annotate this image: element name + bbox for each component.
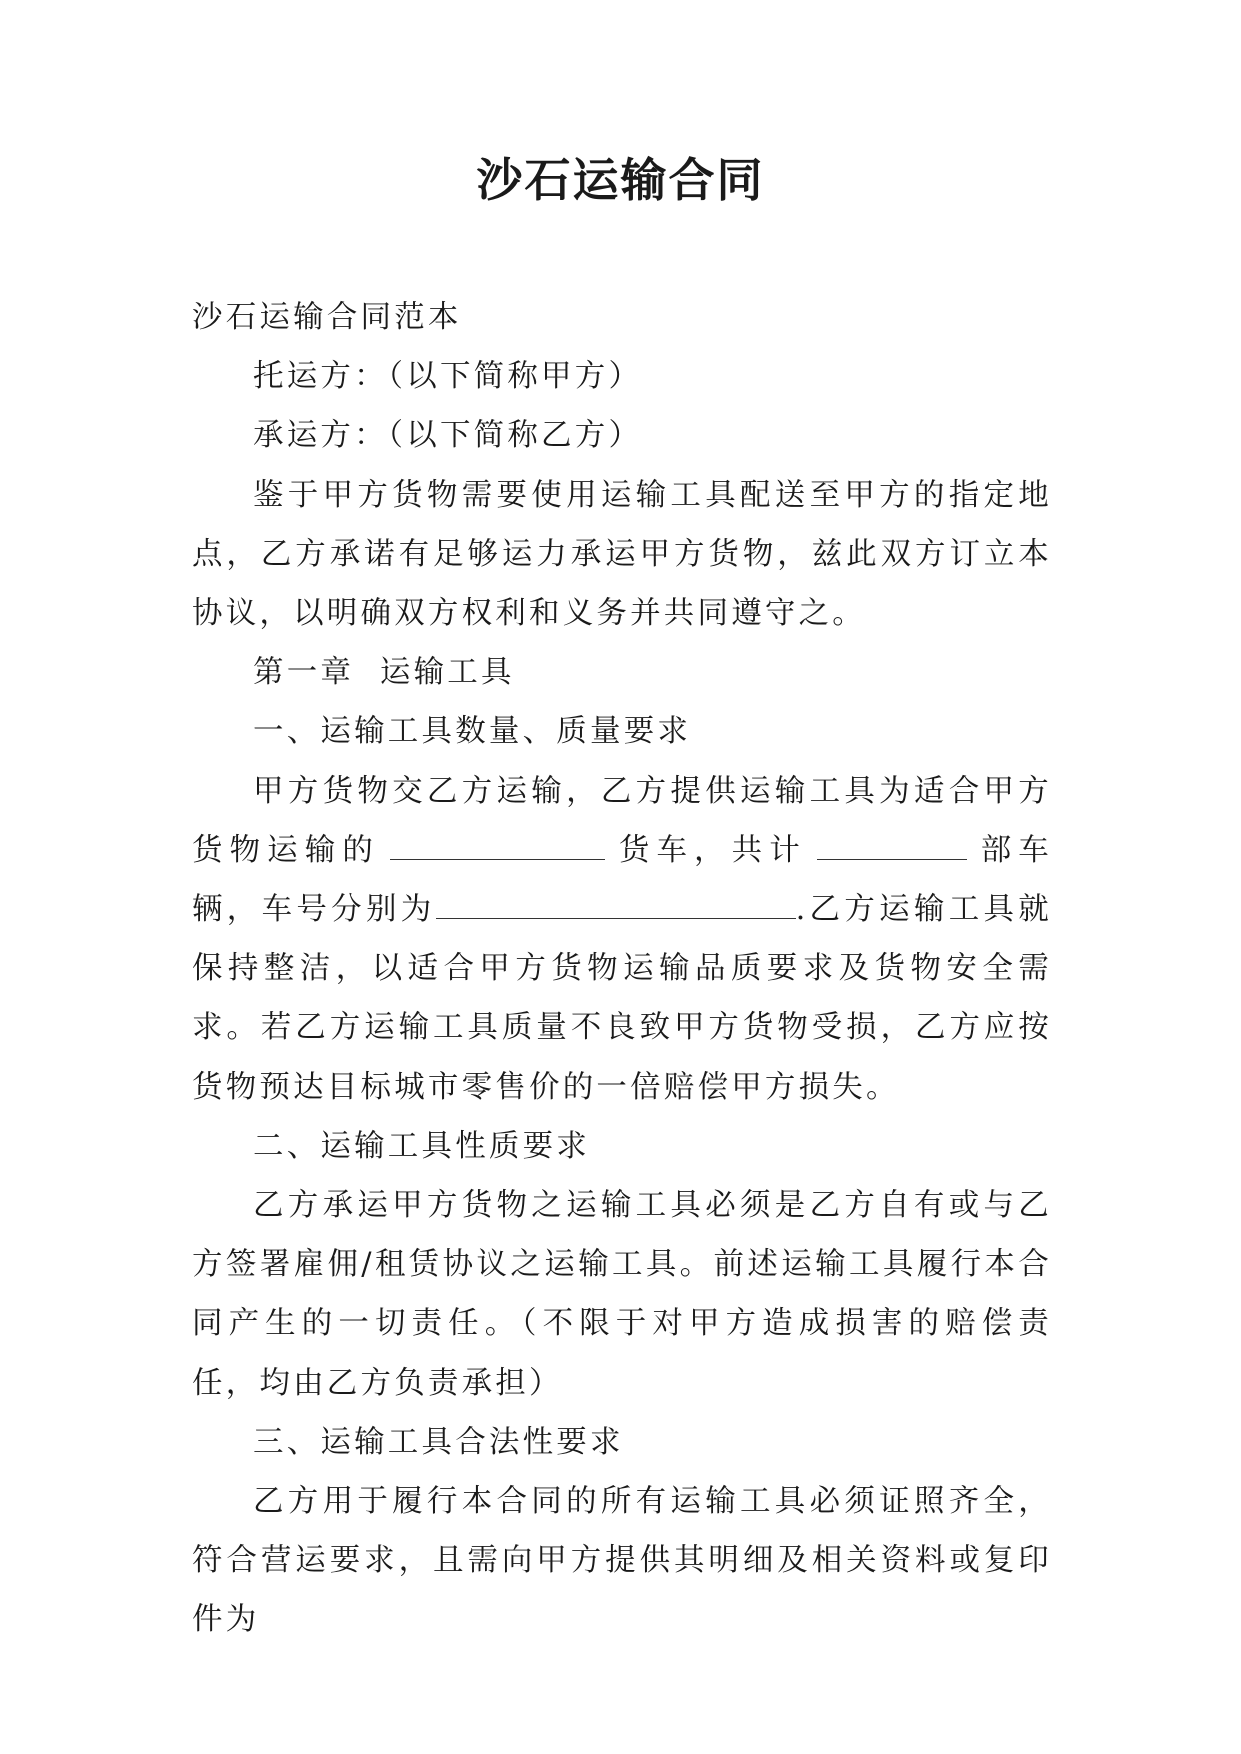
document-subtitle: 沙石运输合同范本 bbox=[192, 300, 462, 335]
vehicle-count-blank[interactable] bbox=[817, 829, 967, 860]
chapter-heading: 第一章 运输工具 bbox=[253, 655, 515, 691]
section-1-paragraph bbox=[192, 762, 1052, 1117]
shipper-line: 托运方：（以下简称甲方） bbox=[253, 359, 643, 395]
section-1-text-c: 部车辆，车号分别为 bbox=[192, 832, 1053, 928]
document-body bbox=[192, 288, 1052, 1650]
section-1-text-b: 货车，共计 bbox=[614, 832, 807, 868]
carrier-line: 承运方：（以下简称乙方） bbox=[253, 418, 643, 454]
section-1-text-d: .乙方运输工具就保持整洁，以适合甲方货物运输品质要求及货物安全需求。若乙方运输工具质量不良致甲方货物受损，乙方应按货物预达目标城市零售价的一倍赔偿甲方损失。 bbox=[192, 892, 1053, 1105]
section-3-paragraph: 乙方用于履行本合同的所有运输工具必须证照齐全，符合营运要求，且需向甲方提供其明细及相关资料或复印件为 bbox=[192, 1484, 1052, 1638]
document-title: 沙石运输合同 bbox=[476, 153, 765, 207]
section-1-heading: 一、运输工具数量、质量要求 bbox=[253, 714, 692, 750]
section-2-paragraph: 乙方承运甲方货物之运输工具必须是乙方自有或与乙方签署雇佣/租赁协议之运输工具。前述运输工具履行本合同产生的一切责任。（不限于对甲方造成损害的赔偿责任，均由乙方负责承担） bbox=[192, 1188, 1052, 1401]
section-2-heading: 二、运输工具性质要求 bbox=[253, 1128, 590, 1164]
vehicle-type-blank[interactable] bbox=[390, 829, 605, 860]
preamble-paragraph: 鉴于甲方货物需要使用运输工具配送至甲方的指定地点，乙方承诺有足够运力承运甲方货物，兹此双方订立本协议，以明确双方权利和义务并共同遵守之。 bbox=[192, 477, 1052, 632]
plate-number-blank[interactable] bbox=[436, 888, 796, 919]
section-1-text-a: 甲方货物交乙方运输，乙方提供运输工具为适合甲方货物运输的 bbox=[192, 773, 1052, 868]
section-3-heading: 三、运输工具合法性要求 bbox=[253, 1424, 624, 1460]
